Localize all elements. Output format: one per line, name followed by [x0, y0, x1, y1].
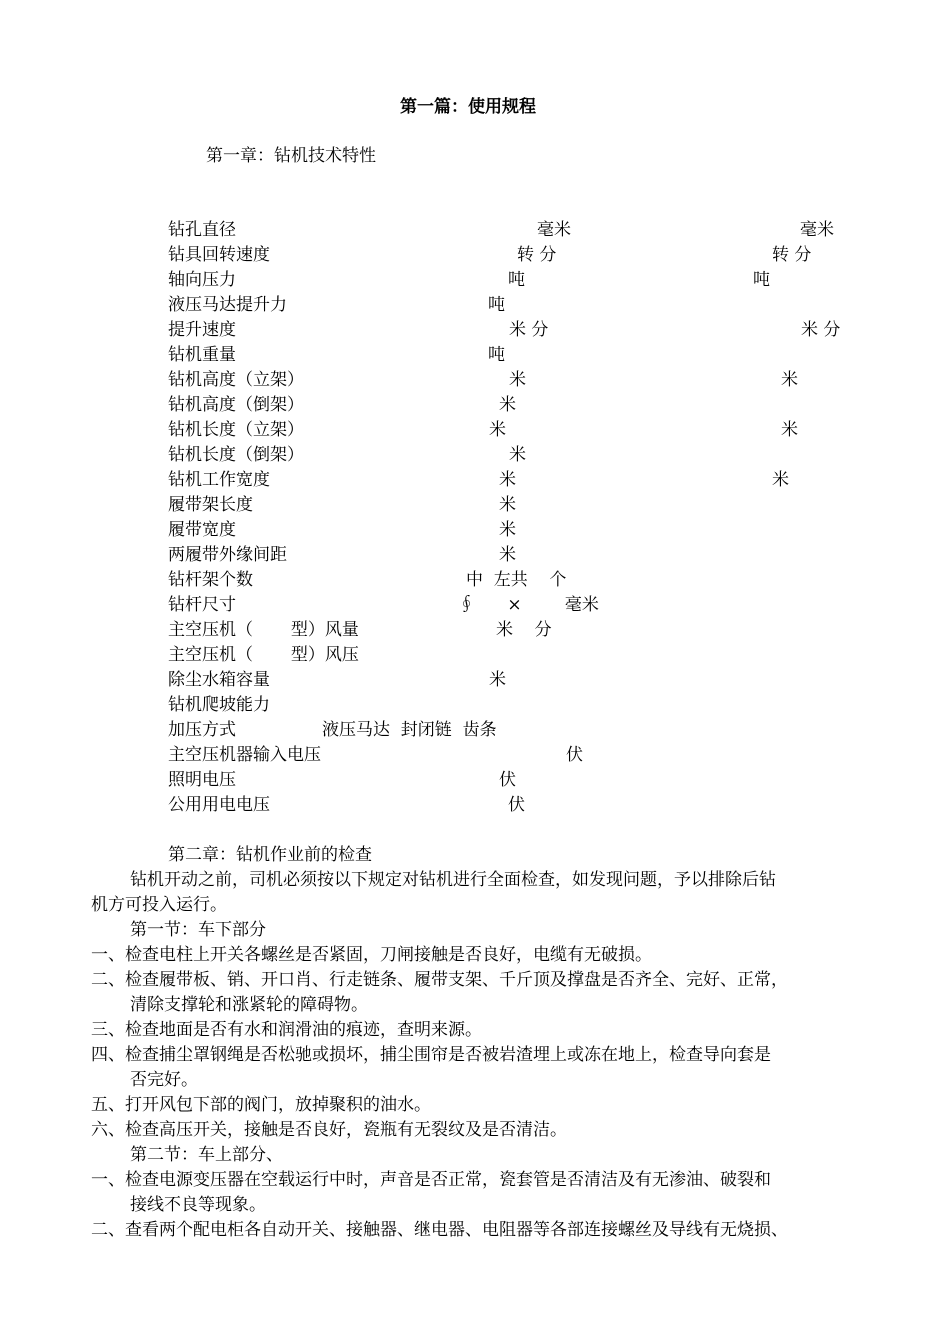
- spec-unit: ∮ × 毫米: [458, 595, 599, 615]
- spec-unit: 米 分: [509, 320, 549, 340]
- spec-label: 除尘水箱容量: [168, 670, 270, 690]
- list-item: 六、检查高压开关，接触是否良好，瓷瓶有无裂纹及是否清洁。: [91, 1120, 567, 1140]
- spec-unit-alt: 米 分: [801, 320, 841, 340]
- spec-unit: 米: [499, 520, 516, 540]
- spec-label: 钻机长度（倒架）: [168, 445, 304, 465]
- spec-unit: 米: [489, 670, 506, 690]
- paragraph-line: 钻机开动之前，司机必须按以下规定对钻机进行全面检查，如发现问题，予以排除后钻: [130, 870, 776, 890]
- spec-label: 钻杆架个数: [168, 570, 253, 590]
- spec-unit: 米: [509, 445, 526, 465]
- spec-unit: 中 左共 个: [466, 570, 567, 590]
- paragraph-line: 机方可投入运行。: [91, 895, 227, 915]
- list-item: 四、检查捕尘罩钢绳是否松驰或损坏，捕尘围帘是否被岩渣埋上或冻在地上，检查导向套是: [91, 1045, 771, 1065]
- spec-unit-alt: 米: [781, 420, 798, 440]
- list-item: 二、查看两个配电柜各自动开关、接触器、继电器、电阻器等各部连接螺丝及导线有无烧损、: [91, 1220, 788, 1240]
- spec-label: 钻机工作宽度: [168, 470, 270, 490]
- spec-label: 公用用电电压: [168, 795, 270, 815]
- list-item: 五、打开风包下部的阀门，放掉聚积的油水。: [91, 1095, 431, 1115]
- spec-unit: 伏: [508, 795, 525, 815]
- spec-label: 履带宽度: [168, 520, 236, 540]
- spec-label: 照明电压: [168, 770, 236, 790]
- page-title: 第一篇：使用规程: [400, 97, 536, 117]
- spec-unit-alt: 米: [772, 470, 789, 490]
- spec-label: 轴向压力: [168, 270, 236, 290]
- spec-label: 钻机长度（立架）: [168, 420, 304, 440]
- spec-label: 主空压机（ 型）风压: [168, 645, 359, 665]
- list-item-continuation: 清除支撑轮和涨紧轮的障碍物。: [130, 995, 368, 1015]
- section-heading: 第二节：车上部分、: [130, 1145, 283, 1165]
- spec-unit: 吨: [488, 295, 505, 315]
- spec-label: 钻机爬坡能力: [168, 695, 270, 715]
- list-item-continuation: 接线不良等现象。: [130, 1195, 266, 1215]
- spec-label: 主空压机器输入电压: [168, 745, 321, 765]
- list-item: 二、检查履带板、销、开口肖、行走链条、履带支架、千斤顶及撑盘是否齐全、完好、正常，: [91, 970, 788, 990]
- spec-unit: 米: [499, 495, 516, 515]
- spec-unit: 液压马达 封闭链 齿条: [322, 720, 497, 740]
- section-heading: 第一节：车下部分: [130, 920, 266, 940]
- spec-unit: 伏: [566, 745, 583, 765]
- spec-unit: 米: [509, 370, 526, 390]
- list-item-continuation: 否完好。: [130, 1070, 198, 1090]
- spec-unit: 毫米: [537, 220, 571, 240]
- list-item: 三、检查地面是否有水和润滑油的痕迹，查明来源。: [91, 1020, 482, 1040]
- list-item: 一、检查电柱上开关各螺丝是否紧固，刀闸接触是否良好，电缆有无破损。: [91, 945, 652, 965]
- spec-label: 钻机重量: [168, 345, 236, 365]
- spec-unit: 米: [499, 470, 516, 490]
- spec-unit: 米: [499, 395, 516, 415]
- spec-unit: 伏: [499, 770, 516, 790]
- spec-unit: 米 分: [496, 620, 552, 640]
- spec-label: 液压马达提升力: [168, 295, 287, 315]
- spec-label: 钻杆尺寸: [168, 595, 236, 615]
- chapter-2-heading: 第二章：钻机作业前的检查: [168, 845, 372, 865]
- spec-label: 加压方式: [168, 720, 236, 740]
- chapter-1-heading: 第一章：钻机技术特性: [206, 146, 376, 166]
- spec-unit-alt: 毫米: [800, 220, 834, 240]
- spec-label: 主空压机（ 型）风量: [168, 620, 359, 640]
- spec-label: 钻机高度（倒架）: [168, 395, 304, 415]
- spec-label: 钻具回转速度: [168, 245, 270, 265]
- spec-unit-alt: 米: [781, 370, 798, 390]
- spec-label: 两履带外缘间距: [168, 545, 287, 565]
- spec-label: 履带架长度: [168, 495, 253, 515]
- spec-unit: 转 分: [517, 245, 557, 265]
- spec-unit: 吨: [488, 345, 505, 365]
- spec-unit-alt: 吨: [753, 270, 770, 290]
- spec-unit-alt: 转 分: [772, 245, 812, 265]
- spec-unit: 吨: [508, 270, 525, 290]
- spec-unit: 米: [489, 420, 506, 440]
- spec-label: 提升速度: [168, 320, 236, 340]
- list-item: 一、检查电源变压器在空载运行中时，声音是否正常，瓷套管是否清洁及有无渗油、破裂和: [91, 1170, 771, 1190]
- spec-unit: 米: [499, 545, 516, 565]
- spec-label: 钻孔直径: [168, 220, 236, 240]
- spec-label: 钻机高度（立架）: [168, 370, 304, 390]
